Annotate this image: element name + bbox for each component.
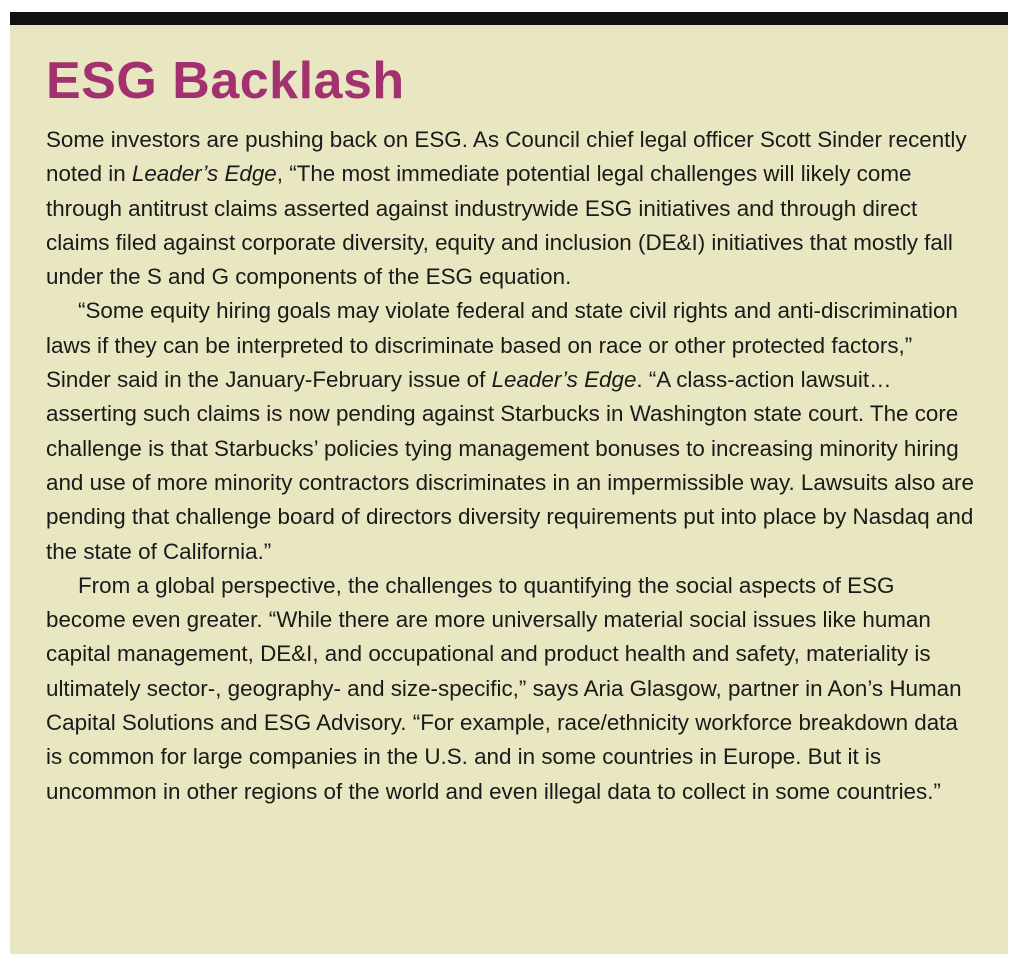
paragraph-1-publication-name: Leader’s Edge xyxy=(131,161,277,187)
paragraph-1-text-b: , “The most immediate potential legal challenges will likely come through antitrust claims asserted against industrywide ESG initiatives and through direct claims filed against corporate diversity, equity and inclusion (DE&I) initiatives that mostly fall under the S and G components of the ESG equation. xyxy=(46,161,953,290)
paragraph-2-publication-name: Leader’s Edge xyxy=(491,367,637,393)
paragraph-3: From a global perspective, the challenges to quantifying the social aspects of ESG become even greater. “While there are more universally material social issues like human capital management, DE&I, and occupational and product health and safety, materiality is ultimately sector-, geography- and size-specific,” says Aria Glasgow, partner in Aon’s Human Capital Solutions and ESG Advisory. “For example, race/ethnicity workforce breakdown data is common for large companies in the U.S. and in some countries in Europe. But it is uncommon in other regions of the world and even illegal data to collect in some countries.” xyxy=(46,572,962,804)
paragraph-2 xyxy=(46,294,974,568)
esg-backlash-sidebar xyxy=(10,12,1008,954)
paragraph-2-text-a: “Some equity hiring goals may violate federal and state civil rights and anti-discrimination laws if they can be interpreted to discriminate based on race or other protected factors,” Sinder said in the January-February issue of xyxy=(46,298,958,393)
paragraph-2-text-b: . “A class-action lawsuit…asserting such claims is now pending against Starbucks in Washington state court. The core challenge is that Starbucks’ policies tying management bonuses to increasing minority hiring and use of more minority contractors discriminates in an impermissible way. Lawsuits also are pending that challenge board of directors diversity requirements put into place by Nasdaq and the state of California.” xyxy=(46,367,974,564)
paragraph-1-text-a: Some investors are pushing back on ESG. As Council chief legal officer Scott Sinder recently noted in xyxy=(46,127,967,187)
sidebar-title: ESG Backlash xyxy=(46,52,405,110)
paragraph-1 xyxy=(46,123,974,294)
